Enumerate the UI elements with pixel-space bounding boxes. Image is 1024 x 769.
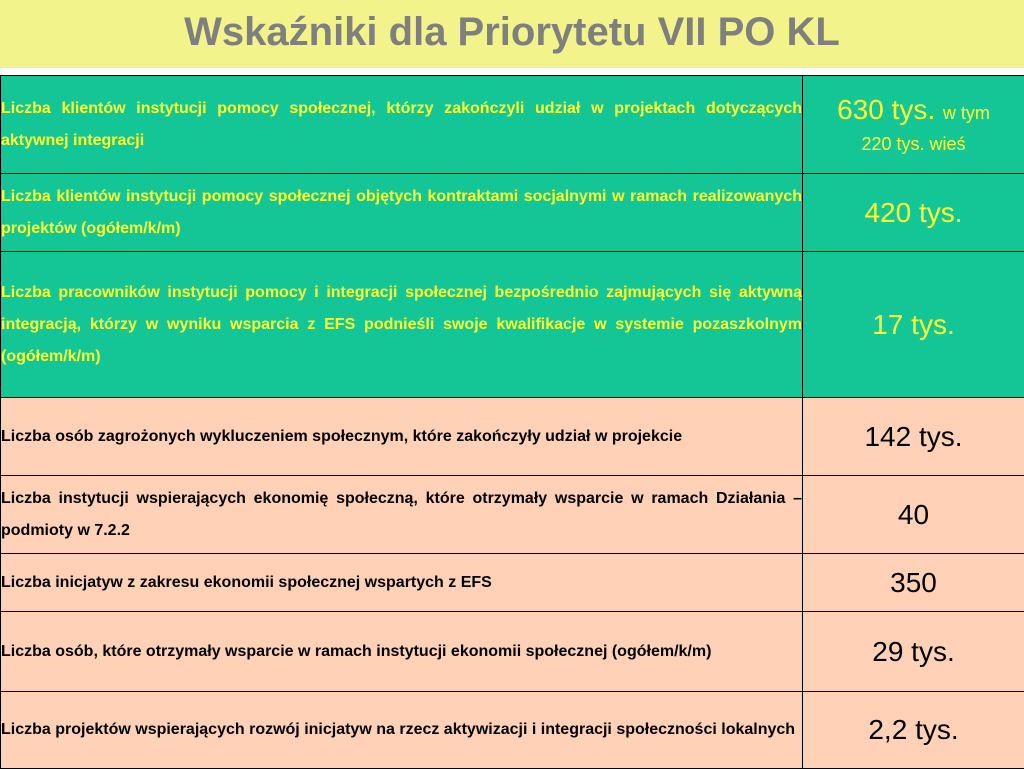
- indicator-value-note: w tym: [943, 103, 990, 123]
- indicator-value: 142 tys.: [803, 398, 1024, 476]
- indicator-value: 17 tys.: [803, 252, 1024, 398]
- indicator-value: 350: [803, 554, 1024, 612]
- table-row: [1, 76, 1024, 174]
- table-row: [1, 174, 1024, 252]
- indicator-label: Liczba projektów wspierających rozwój inicjatyw na rzecz aktywizacji i integracji społeczności lokalnych: [1, 692, 803, 769]
- table-row: [1, 252, 1024, 398]
- indicator-value: 420 tys.: [803, 174, 1024, 252]
- indicators-table: [0, 75, 1024, 769]
- table-row: [1, 554, 1024, 612]
- indicator-value-main: 630 tys.: [837, 94, 935, 125]
- table-row: [1, 692, 1024, 769]
- indicator-label: Liczba klientów instytucji pomocy społecznej, którzy zakończyli udział w projektach dotyczących aktywnej integracji: [1, 76, 803, 174]
- indicator-value-detail: 220 tys. wieś: [803, 129, 1024, 159]
- indicator-label: Liczba osób zagrożonych wykluczeniem społecznym, które zakończyły udział w projekcie: [1, 398, 803, 476]
- indicator-value: 29 tys.: [803, 612, 1024, 692]
- slide-title: Wskaźniki dla Priorytetu VII PO KL: [0, 8, 1024, 56]
- table-row: [1, 612, 1024, 692]
- indicator-value: 2,2 tys.: [803, 692, 1024, 769]
- table-row: [1, 476, 1024, 554]
- indicator-label: Liczba osób, które otrzymały wsparcie w ramach instytucji ekonomii społecznej (ogółem/k/m): [1, 612, 803, 692]
- indicator-label: Liczba klientów instytucji pomocy społecznej objętych kontraktami socjalnymi w ramach realizowanych projektów (ogółem/k/m): [1, 174, 803, 252]
- indicator-label: Liczba instytucji wspierających ekonomię społeczną, które otrzymały wsparcie w ramach Działania – podmioty w 7.2.2: [1, 476, 803, 554]
- table-row: [1, 398, 1024, 476]
- indicator-label: Liczba pracowników instytucji pomocy i integracji społecznej bezpośrednio zajmujących się aktywną integracją, którzy w wyniku wsparcia z EFS podnieśli swoje kwalifikacje w systemie pozaszkolnym (ogółem/k/m): [1, 252, 803, 398]
- indicator-value: 40: [803, 476, 1024, 554]
- indicator-value: [803, 76, 1024, 174]
- indicator-label: Liczba inicjatyw z zakresu ekonomii społecznej wspartych z EFS: [1, 554, 803, 612]
